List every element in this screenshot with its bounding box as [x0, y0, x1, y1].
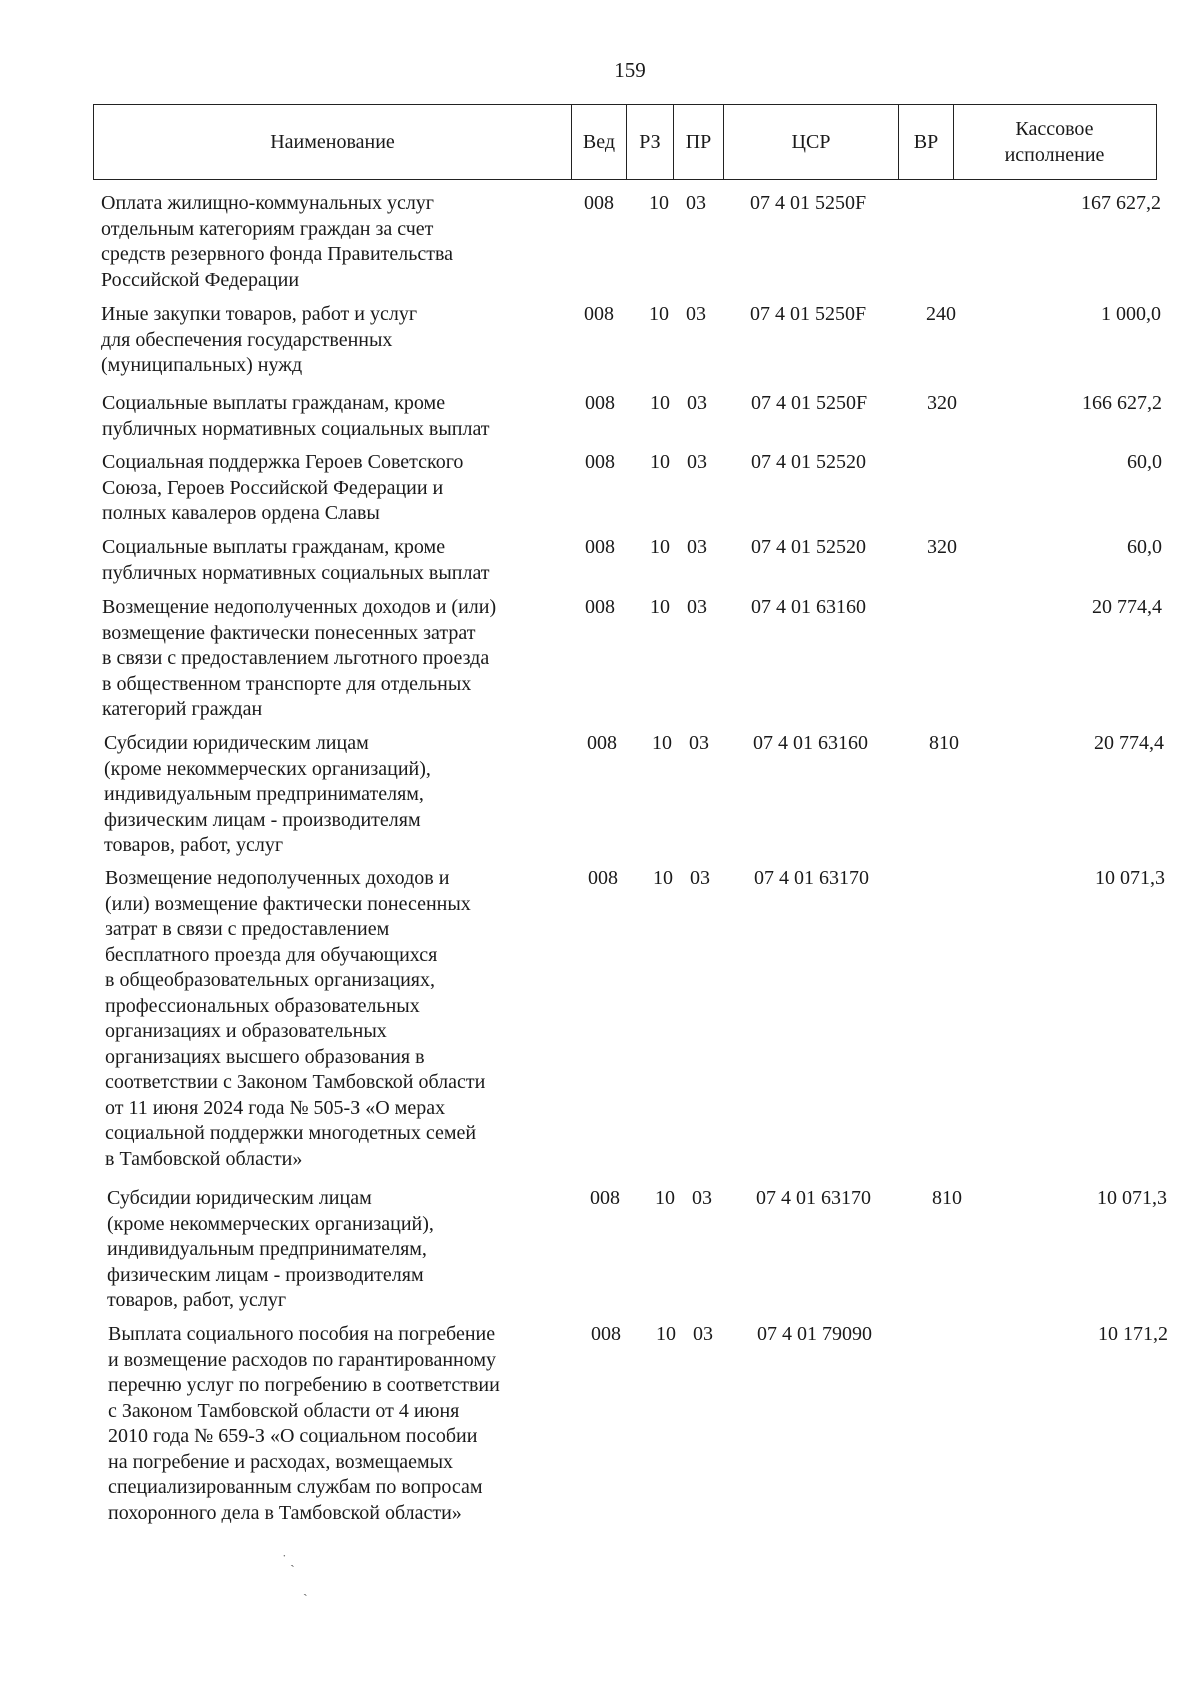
row-pr: 03: [687, 451, 707, 473]
scan-artifact-mark: ˎ: [303, 1582, 308, 1597]
page-number: 159: [614, 58, 646, 82]
row-csr: 07 4 01 5250F: [750, 303, 867, 325]
row-pr: 03: [690, 867, 710, 889]
row-pr: 03: [686, 192, 706, 214]
row-ved: 008: [585, 536, 615, 558]
row-vr: 240: [926, 303, 956, 325]
row-pr: 03: [693, 1323, 713, 1345]
row-pr: 03: [687, 392, 707, 414]
row-csr: 07 4 01 5250F: [751, 392, 868, 414]
row-vr: 320: [927, 392, 957, 414]
row-rz: 10: [650, 596, 670, 618]
header-pr: ПР: [674, 105, 724, 179]
row-pr: 03: [686, 303, 706, 325]
row-vr: 810: [929, 732, 959, 754]
row-amount: 166 627,2: [1082, 392, 1162, 414]
row-rz: 10: [655, 1187, 675, 1209]
row-ved: 008: [585, 451, 615, 473]
row-name: Иные закупки товаров, работ и услуг для обеспечения государственных (муниципальных) нужд: [101, 303, 418, 376]
row-amount: 20 774,4: [1092, 596, 1162, 618]
row-csr: 07 4 01 52520: [751, 451, 866, 473]
row-amount: 60,0: [1127, 451, 1162, 473]
row-amount: 10 171,2: [1098, 1323, 1168, 1345]
row-name: Оплата жилищно-коммунальных услуг отдельным категориям граждан за счет средств резервного фонда Правительства Российской Федерации: [101, 192, 454, 291]
header-name: Наименование: [94, 105, 572, 179]
row-amount: 60,0: [1127, 536, 1162, 558]
row-ved: 008: [584, 192, 614, 214]
row-name: Возмещение недополученных доходов и (или) возмещение фактически понесенных затрат в связи с предоставлением льготного проезда в общественном транспорте для отдельных категорий граждан: [102, 596, 497, 720]
header-amount: Кассовое исполнение: [1004, 118, 1105, 166]
row-rz: 10: [649, 192, 669, 214]
row-pr: 03: [687, 536, 707, 558]
row-amount: 10 071,3: [1097, 1187, 1167, 1209]
row-amount: 167 627,2: [1081, 192, 1161, 214]
row-csr: 07 4 01 63170: [754, 867, 869, 889]
row-pr: 03: [692, 1187, 712, 1209]
header-rz: РЗ: [627, 105, 674, 179]
header-csr: ЦСР: [724, 105, 899, 179]
row-csr: 07 4 01 79090: [757, 1323, 872, 1345]
row-rz: 10: [650, 392, 670, 414]
row-pr: 03: [689, 732, 709, 754]
row-csr: 07 4 01 63170: [756, 1187, 871, 1209]
row-name: Субсидии юридическим лицам (кроме некоммерческих организаций), индивидуальным предпринимателям, физическим лицам - производителям товаров, работ, услуг: [107, 1187, 434, 1311]
header-vr: ВР: [899, 105, 954, 179]
row-vr: 320: [927, 536, 957, 558]
row-name: Социальная поддержка Героев Советского Союза, Героев Российской Федерации и полных кавалеров ордена Славы: [102, 451, 464, 524]
row-ved: 008: [590, 1187, 620, 1209]
row-csr: 07 4 01 5250F: [750, 192, 867, 214]
row-csr: 07 4 01 52520: [751, 536, 866, 558]
header-ved: Вед: [572, 105, 627, 179]
row-ved: 008: [585, 596, 615, 618]
row-ved: 008: [591, 1323, 621, 1345]
row-csr: 07 4 01 63160: [751, 596, 866, 618]
row-rz: 10: [649, 303, 669, 325]
row-ved: 008: [587, 732, 617, 754]
row-rz: 10: [656, 1323, 676, 1345]
row-name: Социальные выплаты гражданам, кроме публичных нормативных социальных выплат: [102, 536, 490, 584]
row-vr: 810: [932, 1187, 962, 1209]
row-name: Социальные выплаты гражданам, кроме публичных нормативных социальных выплат: [102, 392, 490, 440]
row-ved: 008: [584, 303, 614, 325]
row-rz: 10: [650, 536, 670, 558]
row-name: Субсидии юридическим лицам (кроме некоммерческих организаций), индивидуальным предпринимателям, физическим лицам - производителям товаров, работ, услуг: [104, 732, 431, 856]
row-rz: 10: [652, 732, 672, 754]
scan-artifact-mark: ˙ ˎ: [282, 1553, 295, 1568]
row-name: Выплата социального пособия на погребение и возмещение расходов по гарантированному перечню услуг по погребению в соответствии с Законом Тамбовской области от 4 июня 2010 года № 659-З «О социальном пособии на погребение и расходах, возмещаемых специализированным службам по вопросам похоронного дела в Тамбовской области»: [108, 1323, 500, 1524]
row-ved: 008: [588, 867, 618, 889]
row-amount: 20 774,4: [1094, 732, 1164, 754]
row-rz: 10: [650, 451, 670, 473]
row-amount: 10 071,3: [1095, 867, 1165, 889]
row-ved: 008: [585, 392, 615, 414]
row-name: Возмещение недополученных доходов и (или) возмещение фактически понесенных затрат в связи с предоставлением бесплатного проезда для обучающихся в общеобразовательных организациях, профессиональных образовательных организациях и образовательных организациях высшего образования в соответствии с Законом Тамбовской области от 11 июня 2024 года № 505-З «О мерах социальной поддержки многодетных семей в Тамбовской области»: [105, 867, 486, 1170]
row-csr: 07 4 01 63160: [753, 732, 868, 754]
row-amount: 1 000,0: [1101, 303, 1161, 325]
row-pr: 03: [687, 596, 707, 618]
row-rz: 10: [653, 867, 673, 889]
